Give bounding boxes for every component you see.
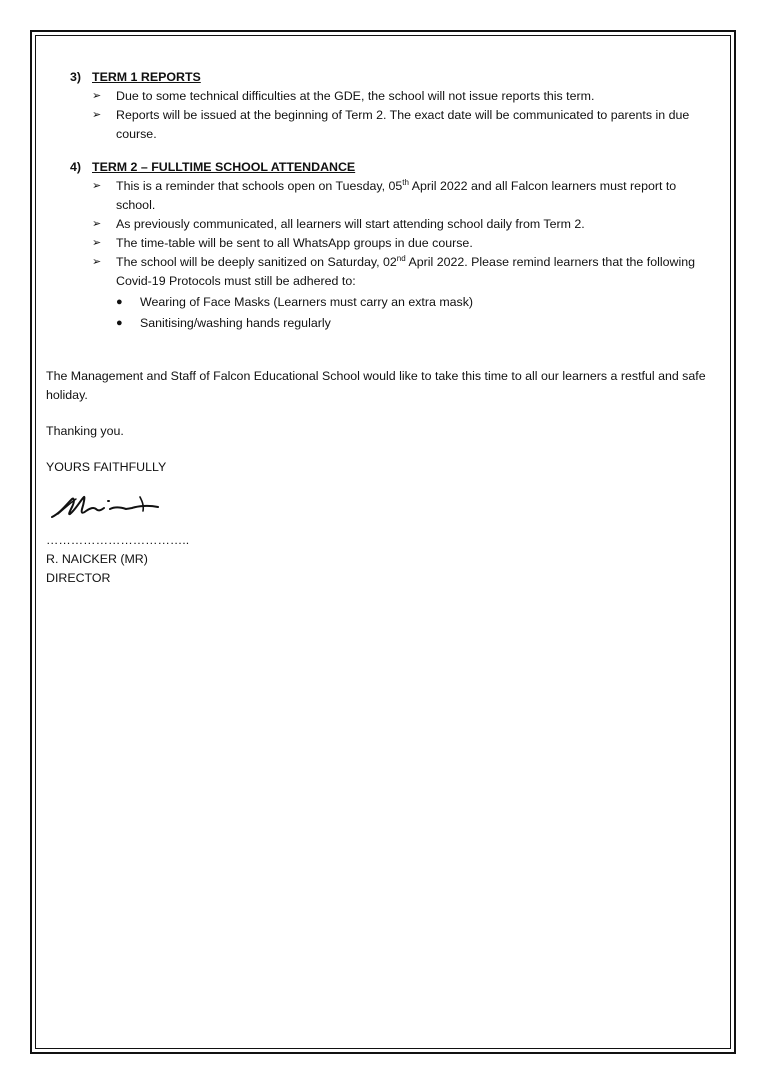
signatory-title: DIRECTOR [46, 571, 111, 585]
list-item [92, 87, 718, 106]
text-part: April 2022 and all Falcon learners must report to school. [116, 179, 677, 212]
section-heading [70, 158, 718, 177]
list-item-text: Sanitising/washing hands regularly [140, 316, 331, 330]
text-part: April 2022. Please remind learners that the following Covid-19 Protocols must still be adhered to: [116, 255, 695, 288]
list-item [116, 293, 718, 312]
arrow-bullet-icon: ➢ [92, 256, 102, 268]
list-item-text: As previously communicated, all learners will start attending school daily from Term 2. [116, 217, 585, 231]
ordinal-suffix: nd [396, 253, 406, 263]
list-item-text [116, 177, 718, 215]
section-number: 3) [70, 70, 82, 84]
closing-paragraph: The Management and Staff of Falcon Educational School would like to take this time to all our learners a restful and safe holiday. [46, 369, 706, 402]
arrow-bullet-icon: ➢ [92, 90, 102, 102]
signatory-name: R. NAICKER (MR) [46, 552, 148, 566]
signature-image [48, 487, 168, 525]
list-item [116, 314, 718, 333]
list-item [92, 234, 718, 253]
section-term-2-attendance [46, 158, 718, 333]
list-item-text: Wearing of Face Masks (Learners must carry an extra mask) [140, 295, 474, 309]
list-item [92, 215, 718, 234]
list-item [92, 177, 718, 215]
section-title: TERM 2 – FULLTIME SCHOOL ATTENDANCE [92, 160, 356, 174]
arrow-bullet-icon: ➢ [92, 237, 102, 249]
list-item-text: Reports will be issued at the beginning of Term 2. The exact date will be communicated to parents in due course. [116, 108, 690, 141]
thanks-line: Thanking you. [46, 424, 124, 438]
document-body [46, 68, 718, 588]
list-item-text: The time-table will be sent to all WhatsApp groups in due course. [116, 236, 473, 250]
bullet-list [46, 293, 718, 333]
section-number: 4) [70, 160, 82, 174]
section-term-1-reports [46, 68, 718, 144]
arrow-bullet-icon: ➢ [92, 218, 102, 230]
salutation: YOURS FAITHFULLY [46, 460, 167, 474]
signature-line: …………………………….. [46, 533, 190, 547]
arrow-list [46, 177, 718, 291]
text-part: This is a reminder that schools open on Tuesday, 05 [116, 179, 403, 193]
section-title: TERM 1 REPORTS [92, 70, 201, 84]
list-item [92, 106, 718, 144]
dot-bullet-icon: ● [116, 296, 123, 308]
dot-bullet-icon: ● [116, 317, 123, 329]
text-part: The school will be deeply sanitized on Saturday, 02 [116, 255, 397, 269]
list-item [92, 253, 718, 291]
list-item-text: Due to some technical difficulties at the GDE, the school will not issue reports this term. [116, 89, 595, 103]
section-heading [70, 68, 718, 87]
arrow-list [46, 87, 718, 144]
list-item-text [116, 253, 718, 291]
arrow-bullet-icon: ➢ [92, 109, 102, 121]
ordinal-suffix: th [402, 177, 409, 187]
arrow-bullet-icon: ➢ [92, 180, 102, 192]
